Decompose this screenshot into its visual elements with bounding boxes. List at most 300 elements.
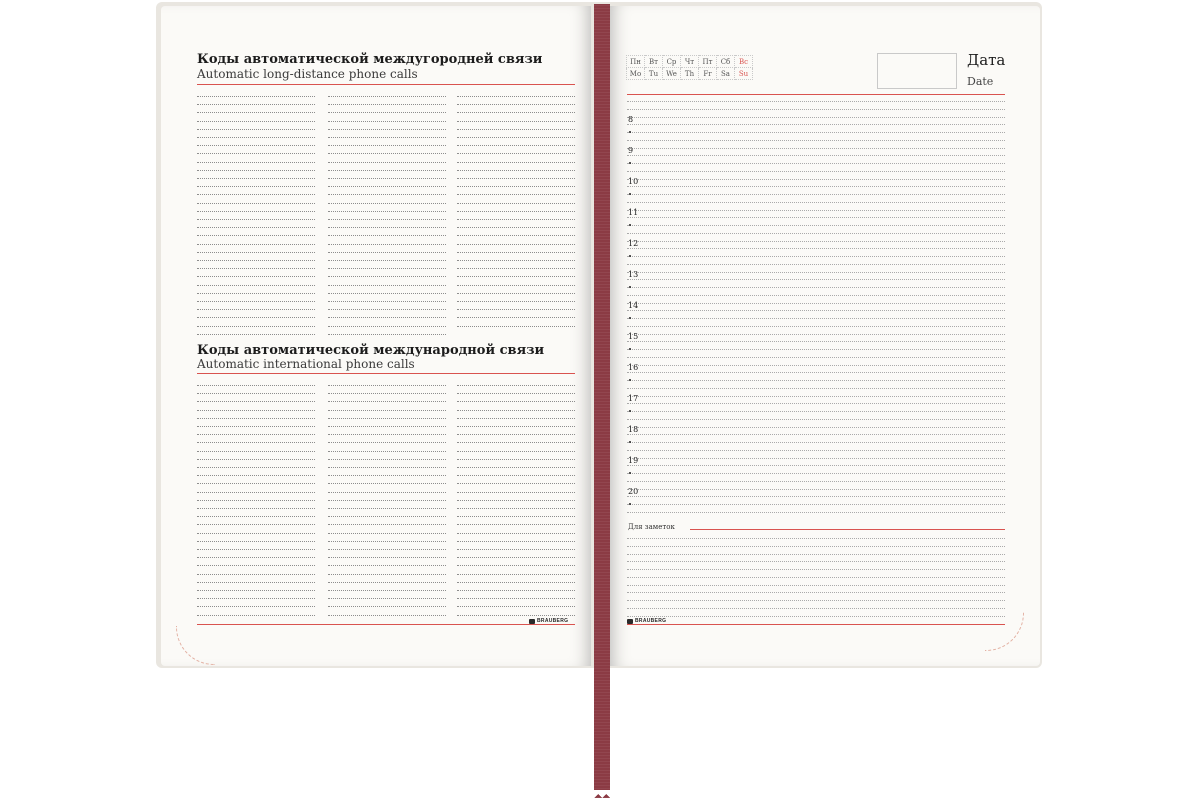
code-list-row: [328, 533, 446, 535]
weekday-cell[interactable]: Mo: [627, 68, 645, 80]
code-list-row: [328, 137, 446, 139]
code-list-row: [457, 557, 575, 559]
brauberg-logo-left: [529, 618, 568, 624]
half-hour-bullet: [629, 131, 631, 133]
code-list-row: [197, 170, 315, 172]
code-list-row: [197, 153, 315, 155]
date-header-rule: [627, 94, 1005, 95]
code-list-row: [328, 410, 446, 412]
code-list-row: [457, 483, 575, 485]
half-hour-bullet: [629, 193, 631, 195]
planner-line[interactable]: [627, 380, 1005, 382]
code-list-row: [457, 293, 575, 295]
code-list-row: [457, 434, 575, 436]
code-list-row: [328, 326, 446, 328]
half-hour-bullet: [629, 348, 631, 350]
planner-line[interactable]: [627, 163, 1005, 165]
code-list-row: [328, 434, 446, 436]
code-list-row: [197, 317, 315, 319]
weekday-cell[interactable]: Вт: [645, 56, 663, 68]
planner-line[interactable]: [627, 473, 1005, 475]
code-list-row: [197, 104, 315, 106]
code-list-row: [457, 451, 575, 453]
planner-line[interactable]: [627, 295, 1005, 297]
planner-line[interactable]: [627, 287, 1005, 289]
code-list-row: [328, 334, 446, 336]
notes-line[interactable]: [627, 561, 1005, 563]
planner-line[interactable]: [627, 303, 1005, 305]
code-list-row: [197, 590, 315, 592]
code-list-row: [328, 418, 446, 420]
bookmark-ribbon[interactable]: [594, 4, 610, 798]
code-list-row: [328, 475, 446, 477]
code-list-row: [457, 574, 575, 576]
code-list-row: [457, 500, 575, 502]
code-list-row: [197, 129, 315, 131]
half-hour-bullet: [629, 441, 631, 443]
planner-line[interactable]: [627, 411, 1005, 413]
hour-label: 10: [628, 176, 639, 186]
planner-line[interactable]: [627, 334, 1005, 336]
code-list-row: [328, 598, 446, 600]
code-list-row: [197, 385, 315, 387]
code-list-row: [328, 590, 446, 592]
planner-line[interactable]: [627, 357, 1005, 359]
code-list-row: [197, 194, 315, 196]
planner-line[interactable]: [627, 388, 1005, 390]
code-list-row: [197, 541, 315, 543]
code-list-row: [197, 309, 315, 311]
weekday-cell[interactable]: Чт: [681, 56, 699, 68]
notes-line[interactable]: [627, 585, 1005, 587]
code-list-row: [197, 203, 315, 205]
code-list-row: [457, 326, 575, 328]
planner-line[interactable]: [627, 496, 1005, 498]
code-list-row: [197, 582, 315, 584]
code-list-row: [328, 615, 446, 617]
code-list-row: [197, 410, 315, 412]
code-list-row: [328, 451, 446, 453]
planner-line[interactable]: [627, 318, 1005, 320]
code-list-row: [457, 137, 575, 139]
hour-label: 14: [628, 300, 639, 310]
code-list-row: [328, 285, 446, 287]
code-list-row: [328, 426, 446, 428]
code-list-row: [328, 129, 446, 131]
code-list-row: [457, 170, 575, 172]
code-list-row: [197, 211, 315, 213]
half-hour-bullet: [629, 255, 631, 257]
weekday-cell[interactable]: We: [663, 68, 681, 80]
code-list-row: [457, 96, 575, 98]
code-list-row: [457, 549, 575, 551]
code-list-row: [328, 145, 446, 147]
code-list-row: [328, 508, 446, 510]
code-list-row: [197, 418, 315, 420]
logo-mark-icon: [627, 619, 633, 624]
international-codes-title-ru: Коды автоматической международной связи: [197, 343, 545, 358]
code-list-row: [457, 112, 575, 114]
code-list-row: [457, 598, 575, 600]
notes-line[interactable]: [627, 546, 1005, 548]
brauberg-logo-right: [627, 618, 666, 624]
planner-line[interactable]: [627, 155, 1005, 157]
notes-label: Для заметок: [628, 523, 675, 531]
code-list-row: [197, 508, 315, 510]
half-hour-bullet: [629, 162, 631, 164]
code-list-row: [328, 467, 446, 469]
planner-line[interactable]: [627, 403, 1005, 405]
code-list-row: [328, 121, 446, 123]
notes-line[interactable]: [627, 577, 1005, 579]
hour-label: 18: [628, 424, 639, 434]
code-list-row: [457, 268, 575, 270]
code-list-row: [197, 401, 315, 403]
code-list-row: [197, 293, 315, 295]
code-list-row: [197, 533, 315, 535]
weekday-cell[interactable]: Вс: [735, 56, 753, 68]
weekday-cell[interactable]: Пт: [699, 56, 717, 68]
half-hour-bullet: [629, 472, 631, 474]
planner-line[interactable]: [627, 210, 1005, 212]
code-list-row: [457, 145, 575, 147]
code-list-row: [457, 129, 575, 131]
hour-label: 19: [628, 455, 639, 465]
planner-line[interactable]: [627, 396, 1005, 398]
notes-line[interactable]: [627, 569, 1005, 571]
code-list-row: [457, 475, 575, 477]
weekday-grid: [626, 55, 753, 80]
code-list-row: [457, 492, 575, 494]
half-hour-bullet: [629, 410, 631, 412]
code-list-row: [457, 203, 575, 205]
code-list-row: [328, 194, 446, 196]
planner-line[interactable]: [627, 132, 1005, 134]
planner-line[interactable]: [627, 148, 1005, 150]
date-label-en: Date: [967, 75, 994, 88]
code-list-row: [457, 186, 575, 188]
code-list-row: [457, 178, 575, 180]
code-list-row: [457, 410, 575, 412]
planner-line[interactable]: [627, 241, 1005, 243]
notes-line[interactable]: [627, 554, 1005, 556]
code-list-row: [457, 582, 575, 584]
code-list-row: [457, 508, 575, 510]
weekday-cell[interactable]: Sa: [717, 68, 735, 80]
code-list-row: [328, 276, 446, 278]
code-list-row: [197, 260, 315, 262]
code-list-row: [197, 178, 315, 180]
logo-mark-icon: [529, 619, 535, 624]
code-list-row: [457, 615, 575, 617]
planner-line[interactable]: [627, 458, 1005, 460]
hour-label: 8: [628, 114, 634, 124]
code-list-row: [197, 137, 315, 139]
code-list-row: [457, 401, 575, 403]
code-list-row: [328, 309, 446, 311]
code-list-row: [457, 533, 575, 535]
notes-line[interactable]: [627, 592, 1005, 594]
code-list-row: [328, 524, 446, 526]
code-list-row: [457, 121, 575, 123]
weekday-cell[interactable]: Fr: [699, 68, 717, 80]
code-list-row: [457, 244, 575, 246]
planner-line[interactable]: [627, 248, 1005, 250]
weekday-cell[interactable]: Сб: [717, 56, 735, 68]
weekday-cell[interactable]: Ср: [663, 56, 681, 68]
half-hour-bullet: [629, 286, 631, 288]
international-title-rule: [197, 373, 575, 374]
half-hour-bullet: [629, 503, 631, 505]
code-list-row: [197, 459, 315, 461]
code-list-row: [328, 112, 446, 114]
code-list-row: [197, 598, 315, 600]
planner-line[interactable]: [627, 465, 1005, 467]
code-list-row: [328, 393, 446, 395]
code-list-row: [197, 186, 315, 188]
code-list-row: [328, 211, 446, 213]
planner-line[interactable]: [627, 272, 1005, 274]
planner-line[interactable]: [627, 124, 1005, 126]
code-list-row: [197, 112, 315, 114]
code-list-row: [197, 121, 315, 123]
planner-line[interactable]: [627, 504, 1005, 506]
weekday-cell[interactable]: Tu: [645, 68, 663, 80]
notes-line[interactable]: [627, 600, 1005, 602]
code-list-row: [197, 442, 315, 444]
code-list-row: [197, 606, 315, 608]
code-list-row: [457, 541, 575, 543]
hour-label: 13: [628, 269, 639, 279]
code-list-row: [457, 162, 575, 164]
notes-line[interactable]: [627, 616, 1005, 618]
planner-line[interactable]: [627, 256, 1005, 258]
code-list-row: [328, 244, 446, 246]
code-list-row: [328, 186, 446, 188]
code-list-row: [457, 524, 575, 526]
code-list-row: [197, 426, 315, 428]
code-list-row: [457, 252, 575, 254]
code-list-row: [197, 285, 315, 287]
code-list-row: [328, 203, 446, 205]
planner-line[interactable]: [627, 101, 1005, 103]
hour-label: 11: [628, 207, 639, 217]
code-list-row: [197, 219, 315, 221]
hour-label: 20: [628, 486, 639, 496]
planner-line[interactable]: [627, 419, 1005, 421]
code-list-row: [197, 434, 315, 436]
code-list-row: [197, 276, 315, 278]
right-footer-rule: [627, 624, 1005, 625]
code-list-row: [457, 153, 575, 155]
right-page: [610, 6, 1040, 666]
code-list-row: [328, 582, 446, 584]
code-list-row: [328, 227, 446, 229]
logo-text: BRAUBERG: [537, 618, 569, 624]
code-list-row: [328, 293, 446, 295]
planner-line[interactable]: [627, 225, 1005, 227]
domestic-codes-title-ru: Коды автоматической междугородней связи: [197, 52, 543, 67]
code-list-row: [197, 334, 315, 336]
planner-line[interactable]: [627, 489, 1005, 491]
code-list-row: [328, 516, 446, 518]
international-codes-title-en: Automatic international phone calls: [197, 357, 415, 371]
date-label-ru: Дата: [967, 51, 1006, 69]
code-list-row: [457, 285, 575, 287]
code-list-row: [328, 268, 446, 270]
code-list-row: [328, 317, 446, 319]
half-hour-bullet: [629, 379, 631, 381]
code-list-row: [457, 104, 575, 106]
code-list-row: [328, 574, 446, 576]
left-footer-rule: [197, 624, 575, 625]
code-list-row: [328, 260, 446, 262]
code-list-row: [457, 301, 575, 303]
weekday-row-en: [627, 68, 753, 80]
code-list-row: [197, 268, 315, 270]
notes-title-rule: [690, 529, 1005, 530]
logo-text: BRAUBERG: [635, 618, 667, 624]
planner-line[interactable]: [627, 233, 1005, 235]
planner-line[interactable]: [627, 326, 1005, 328]
code-list-row: [328, 492, 446, 494]
planner-line[interactable]: [627, 341, 1005, 343]
planner-line[interactable]: [627, 512, 1005, 514]
hour-label: 9: [628, 145, 634, 155]
code-list-row: [328, 385, 446, 387]
code-list-row: [457, 442, 575, 444]
planner-line[interactable]: [627, 109, 1005, 111]
planner-line[interactable]: [627, 434, 1005, 436]
code-list-row: [328, 401, 446, 403]
date-entry-box[interactable]: [877, 53, 957, 89]
code-list-row: [328, 442, 446, 444]
code-list-row: [328, 483, 446, 485]
code-list-row: [197, 227, 315, 229]
weekday-cell[interactable]: Th: [681, 68, 699, 80]
code-list-row: [197, 252, 315, 254]
code-list-row: [457, 260, 575, 262]
code-list-row: [328, 219, 446, 221]
notes-line[interactable]: [627, 538, 1005, 540]
code-list-row: [457, 276, 575, 278]
planner-line[interactable]: [627, 217, 1005, 219]
code-list-row: [457, 516, 575, 518]
planner-line[interactable]: [627, 140, 1005, 142]
planner-line[interactable]: [627, 202, 1005, 204]
code-list-row: [457, 418, 575, 420]
code-list-row: [328, 500, 446, 502]
code-list-row: [197, 574, 315, 576]
code-list-row: [197, 326, 315, 328]
planner-line[interactable]: [627, 194, 1005, 196]
code-list-row: [197, 565, 315, 567]
planner-line[interactable]: [627, 264, 1005, 266]
planner-line[interactable]: [627, 279, 1005, 281]
code-list-row: [197, 492, 315, 494]
code-list-row: [328, 96, 446, 98]
hour-label: 15: [628, 331, 639, 341]
planner-line[interactable]: [627, 372, 1005, 374]
code-list-row: [457, 211, 575, 213]
code-list-row: [457, 467, 575, 469]
code-list-row: [197, 467, 315, 469]
code-list-row: [197, 524, 315, 526]
code-list-row: [457, 565, 575, 567]
code-list-row: [328, 252, 446, 254]
code-list-row: [197, 145, 315, 147]
code-list-row: [197, 483, 315, 485]
code-list-row: [197, 235, 315, 237]
code-list-row: [328, 606, 446, 608]
code-list-row: [197, 451, 315, 453]
code-list-row: [328, 162, 446, 164]
code-list-row: [457, 194, 575, 196]
code-list-row: [328, 104, 446, 106]
domestic-codes-title-en: Automatic long-distance phone calls: [197, 67, 418, 81]
code-list-row: [457, 385, 575, 387]
code-list-row: [328, 549, 446, 551]
planner-line[interactable]: [627, 481, 1005, 483]
code-list-row: [328, 565, 446, 567]
code-list-row: [328, 557, 446, 559]
code-list-row: [197, 557, 315, 559]
code-list-row: [328, 153, 446, 155]
code-list-row: [197, 500, 315, 502]
code-list-row: [197, 549, 315, 551]
planner-line[interactable]: [627, 117, 1005, 119]
code-list-row: [457, 317, 575, 319]
planner-line[interactable]: [627, 349, 1005, 351]
code-list-row: [328, 235, 446, 237]
code-list-row: [457, 309, 575, 311]
code-list-row: [457, 235, 575, 237]
code-list-row: [457, 227, 575, 229]
code-list-row: [197, 96, 315, 98]
code-list-row: [197, 301, 315, 303]
notes-line[interactable]: [627, 608, 1005, 610]
code-list-row: [197, 475, 315, 477]
code-list-row: [328, 459, 446, 461]
domestic-title-rule: [197, 84, 575, 85]
code-list-row: [457, 219, 575, 221]
planner-line[interactable]: [627, 427, 1005, 429]
planner-line[interactable]: [627, 171, 1005, 173]
code-list-row: [457, 590, 575, 592]
planner-line[interactable]: [627, 179, 1005, 181]
planner-line[interactable]: [627, 186, 1005, 188]
planner-line[interactable]: [627, 442, 1005, 444]
weekday-cell[interactable]: Su: [735, 68, 753, 80]
code-list-row: [197, 615, 315, 617]
code-list-row: [457, 606, 575, 608]
hour-label: 16: [628, 362, 639, 372]
code-list-row: [328, 178, 446, 180]
code-list-row: [328, 170, 446, 172]
weekday-cell[interactable]: Пн: [627, 56, 645, 68]
planner-line[interactable]: [627, 365, 1005, 367]
planner-line[interactable]: [627, 310, 1005, 312]
half-hour-bullet: [629, 224, 631, 226]
code-list-row: [457, 393, 575, 395]
weekday-row-ru: [627, 56, 753, 68]
half-hour-bullet: [629, 317, 631, 319]
code-list-row: [328, 301, 446, 303]
code-list-row: [328, 541, 446, 543]
planner-line[interactable]: [627, 450, 1005, 452]
code-list-row: [457, 459, 575, 461]
code-list-row: [197, 162, 315, 164]
